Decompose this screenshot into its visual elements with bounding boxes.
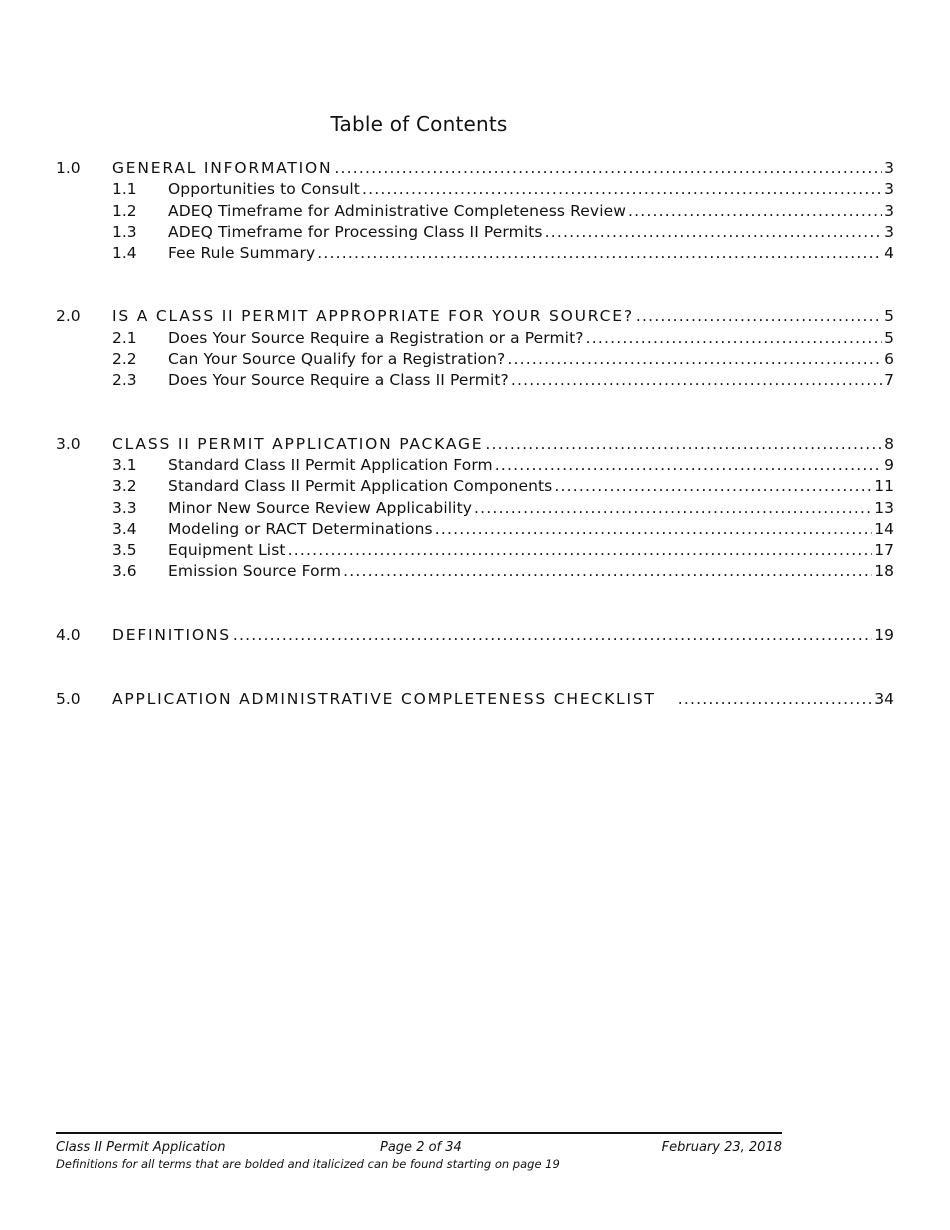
dot-leader xyxy=(288,540,873,561)
page-number: 17 xyxy=(874,541,894,560)
subsection-label: Modeling or RACT Determinations xyxy=(168,519,433,538)
dot-leader xyxy=(362,179,882,200)
dot-leader xyxy=(317,243,882,264)
section-number: 2.0 xyxy=(56,307,81,326)
page-number: 3 xyxy=(884,222,894,241)
dot-leader xyxy=(435,519,873,540)
page-number: 18 xyxy=(874,562,894,581)
toc-subentry[interactable] xyxy=(56,201,894,222)
toc-subentry[interactable] xyxy=(56,370,894,391)
toc-subentry[interactable] xyxy=(56,476,894,497)
dot-leader xyxy=(343,561,872,582)
footer-date: February 23, 2018 xyxy=(661,1140,782,1155)
dot-leader xyxy=(511,370,882,391)
page-number: 14 xyxy=(874,519,894,538)
toc-subentry[interactable] xyxy=(56,455,894,476)
toc-subentry[interactable] xyxy=(56,561,894,582)
dot-leader xyxy=(485,434,882,455)
section-label: IS A CLASS II PERMIT APPROPRIATE FOR YOUR SOURCE? xyxy=(112,307,634,326)
subsection-number: 2.3 xyxy=(112,371,137,390)
dot-leader xyxy=(507,349,882,370)
toc-entry[interactable] xyxy=(56,434,894,455)
section-number: 5.0 xyxy=(56,690,81,709)
footer-doc-name: Class II Permit Application xyxy=(56,1140,226,1155)
toc-entry[interactable] xyxy=(56,306,894,327)
subsection-number: 3.6 xyxy=(112,562,137,581)
dot-leader xyxy=(474,498,872,519)
page-number: 5 xyxy=(884,307,894,326)
subsection-number: 3.3 xyxy=(112,498,137,517)
subsection-number: 2.2 xyxy=(112,350,137,369)
subsection-label: Fee Rule Summary xyxy=(168,244,316,263)
toc-subentry[interactable] xyxy=(56,179,894,200)
dot-leader xyxy=(495,455,882,476)
section-number: 1.0 xyxy=(56,159,81,177)
dot-leader xyxy=(233,625,872,646)
subsection-number: 3.1 xyxy=(112,455,137,474)
footer-note: Definitions for all terms that are bolded and italicized can be found starting on page 19 xyxy=(56,1157,560,1171)
subsection-label: Standard Class II Permit Application Form xyxy=(168,455,493,474)
page-number: 7 xyxy=(884,371,894,390)
page-number: 3 xyxy=(884,201,894,220)
section-label: DEFINITIONS xyxy=(112,625,231,644)
subsection-number: 3.4 xyxy=(112,519,137,538)
subsection-number: 3.5 xyxy=(112,541,137,560)
toc-entry[interactable] xyxy=(56,158,894,179)
page-number: 5 xyxy=(884,328,894,347)
section-label: CLASS II PERMIT APPLICATION PACKAGE xyxy=(112,434,484,453)
toc-entry[interactable] xyxy=(56,689,894,710)
page-number: 6 xyxy=(884,350,894,369)
subsection-label: Minor New Source Review Applicability xyxy=(168,498,473,517)
subsection-label: Opportunities to Consult xyxy=(168,180,360,199)
subsection-label: Does Your Source Require a Class II Permit? xyxy=(168,371,509,390)
page-number: 8 xyxy=(884,434,894,453)
page-number: 3 xyxy=(884,180,894,199)
subsection-number: 1.4 xyxy=(112,244,137,263)
section-label: GENERAL INFORMATION xyxy=(112,159,333,177)
page-number: 3 xyxy=(884,159,894,177)
toc-subentry[interactable] xyxy=(56,498,894,519)
subsection-label: ADEQ Timeframe for Processing Class II Permits xyxy=(168,222,543,241)
dot-leader xyxy=(586,328,883,349)
page-number: 11 xyxy=(874,477,894,496)
page-footer xyxy=(56,1132,782,1171)
subsection-label: ADEQ Timeframe for Administrative Completeness Review xyxy=(168,201,627,220)
subsection-label: Standard Class II Permit Application Components xyxy=(168,477,553,496)
page-number: 34 xyxy=(874,690,894,709)
dot-leader xyxy=(334,158,882,179)
toc-section xyxy=(56,158,894,264)
subsection-number: 1.2 xyxy=(112,201,137,220)
toc-entry[interactable] xyxy=(56,625,894,646)
dot-leader xyxy=(545,222,883,243)
toc-section xyxy=(56,434,894,583)
page-number: 19 xyxy=(874,625,894,644)
subsection-number: 3.2 xyxy=(112,477,137,496)
toc-section xyxy=(56,306,894,391)
subsection-label: Can Your Source Qualify for a Registration? xyxy=(168,350,506,369)
section-number: 4.0 xyxy=(56,625,81,644)
subsection-label: Equipment List xyxy=(168,541,286,560)
dot-leader xyxy=(554,476,872,497)
subsection-number: 2.1 xyxy=(112,328,137,347)
page-number: 13 xyxy=(874,498,894,517)
toc-title: Table of Contents xyxy=(330,112,508,136)
subsection-label: Emission Source Form xyxy=(168,562,342,581)
dot-leader xyxy=(636,306,882,327)
section-label: APPLICATION ADMINISTRATIVE COMPLETENESS CHECKLIST xyxy=(112,690,656,709)
toc-subentry[interactable] xyxy=(56,243,894,264)
section-number: 3.0 xyxy=(56,434,81,453)
subsection-label: Does Your Source Require a Registration or a Permit? xyxy=(168,328,584,347)
subsection-number: 1.1 xyxy=(112,180,137,199)
toc-section xyxy=(56,689,894,710)
toc-subentry[interactable] xyxy=(56,540,894,561)
page-number: 9 xyxy=(884,455,894,474)
footer-page-info: Page 2 of 34 xyxy=(380,1140,462,1155)
dot-leader xyxy=(678,689,873,710)
toc-subentry[interactable] xyxy=(56,222,894,243)
toc-section xyxy=(56,625,894,646)
toc-subentry[interactable] xyxy=(56,328,894,349)
subsection-number: 1.3 xyxy=(112,222,137,241)
dot-leader xyxy=(628,201,882,222)
toc-subentry[interactable] xyxy=(56,349,894,370)
table-of-contents xyxy=(56,158,894,752)
page-number: 4 xyxy=(884,244,894,263)
toc-subentry[interactable] xyxy=(56,519,894,540)
